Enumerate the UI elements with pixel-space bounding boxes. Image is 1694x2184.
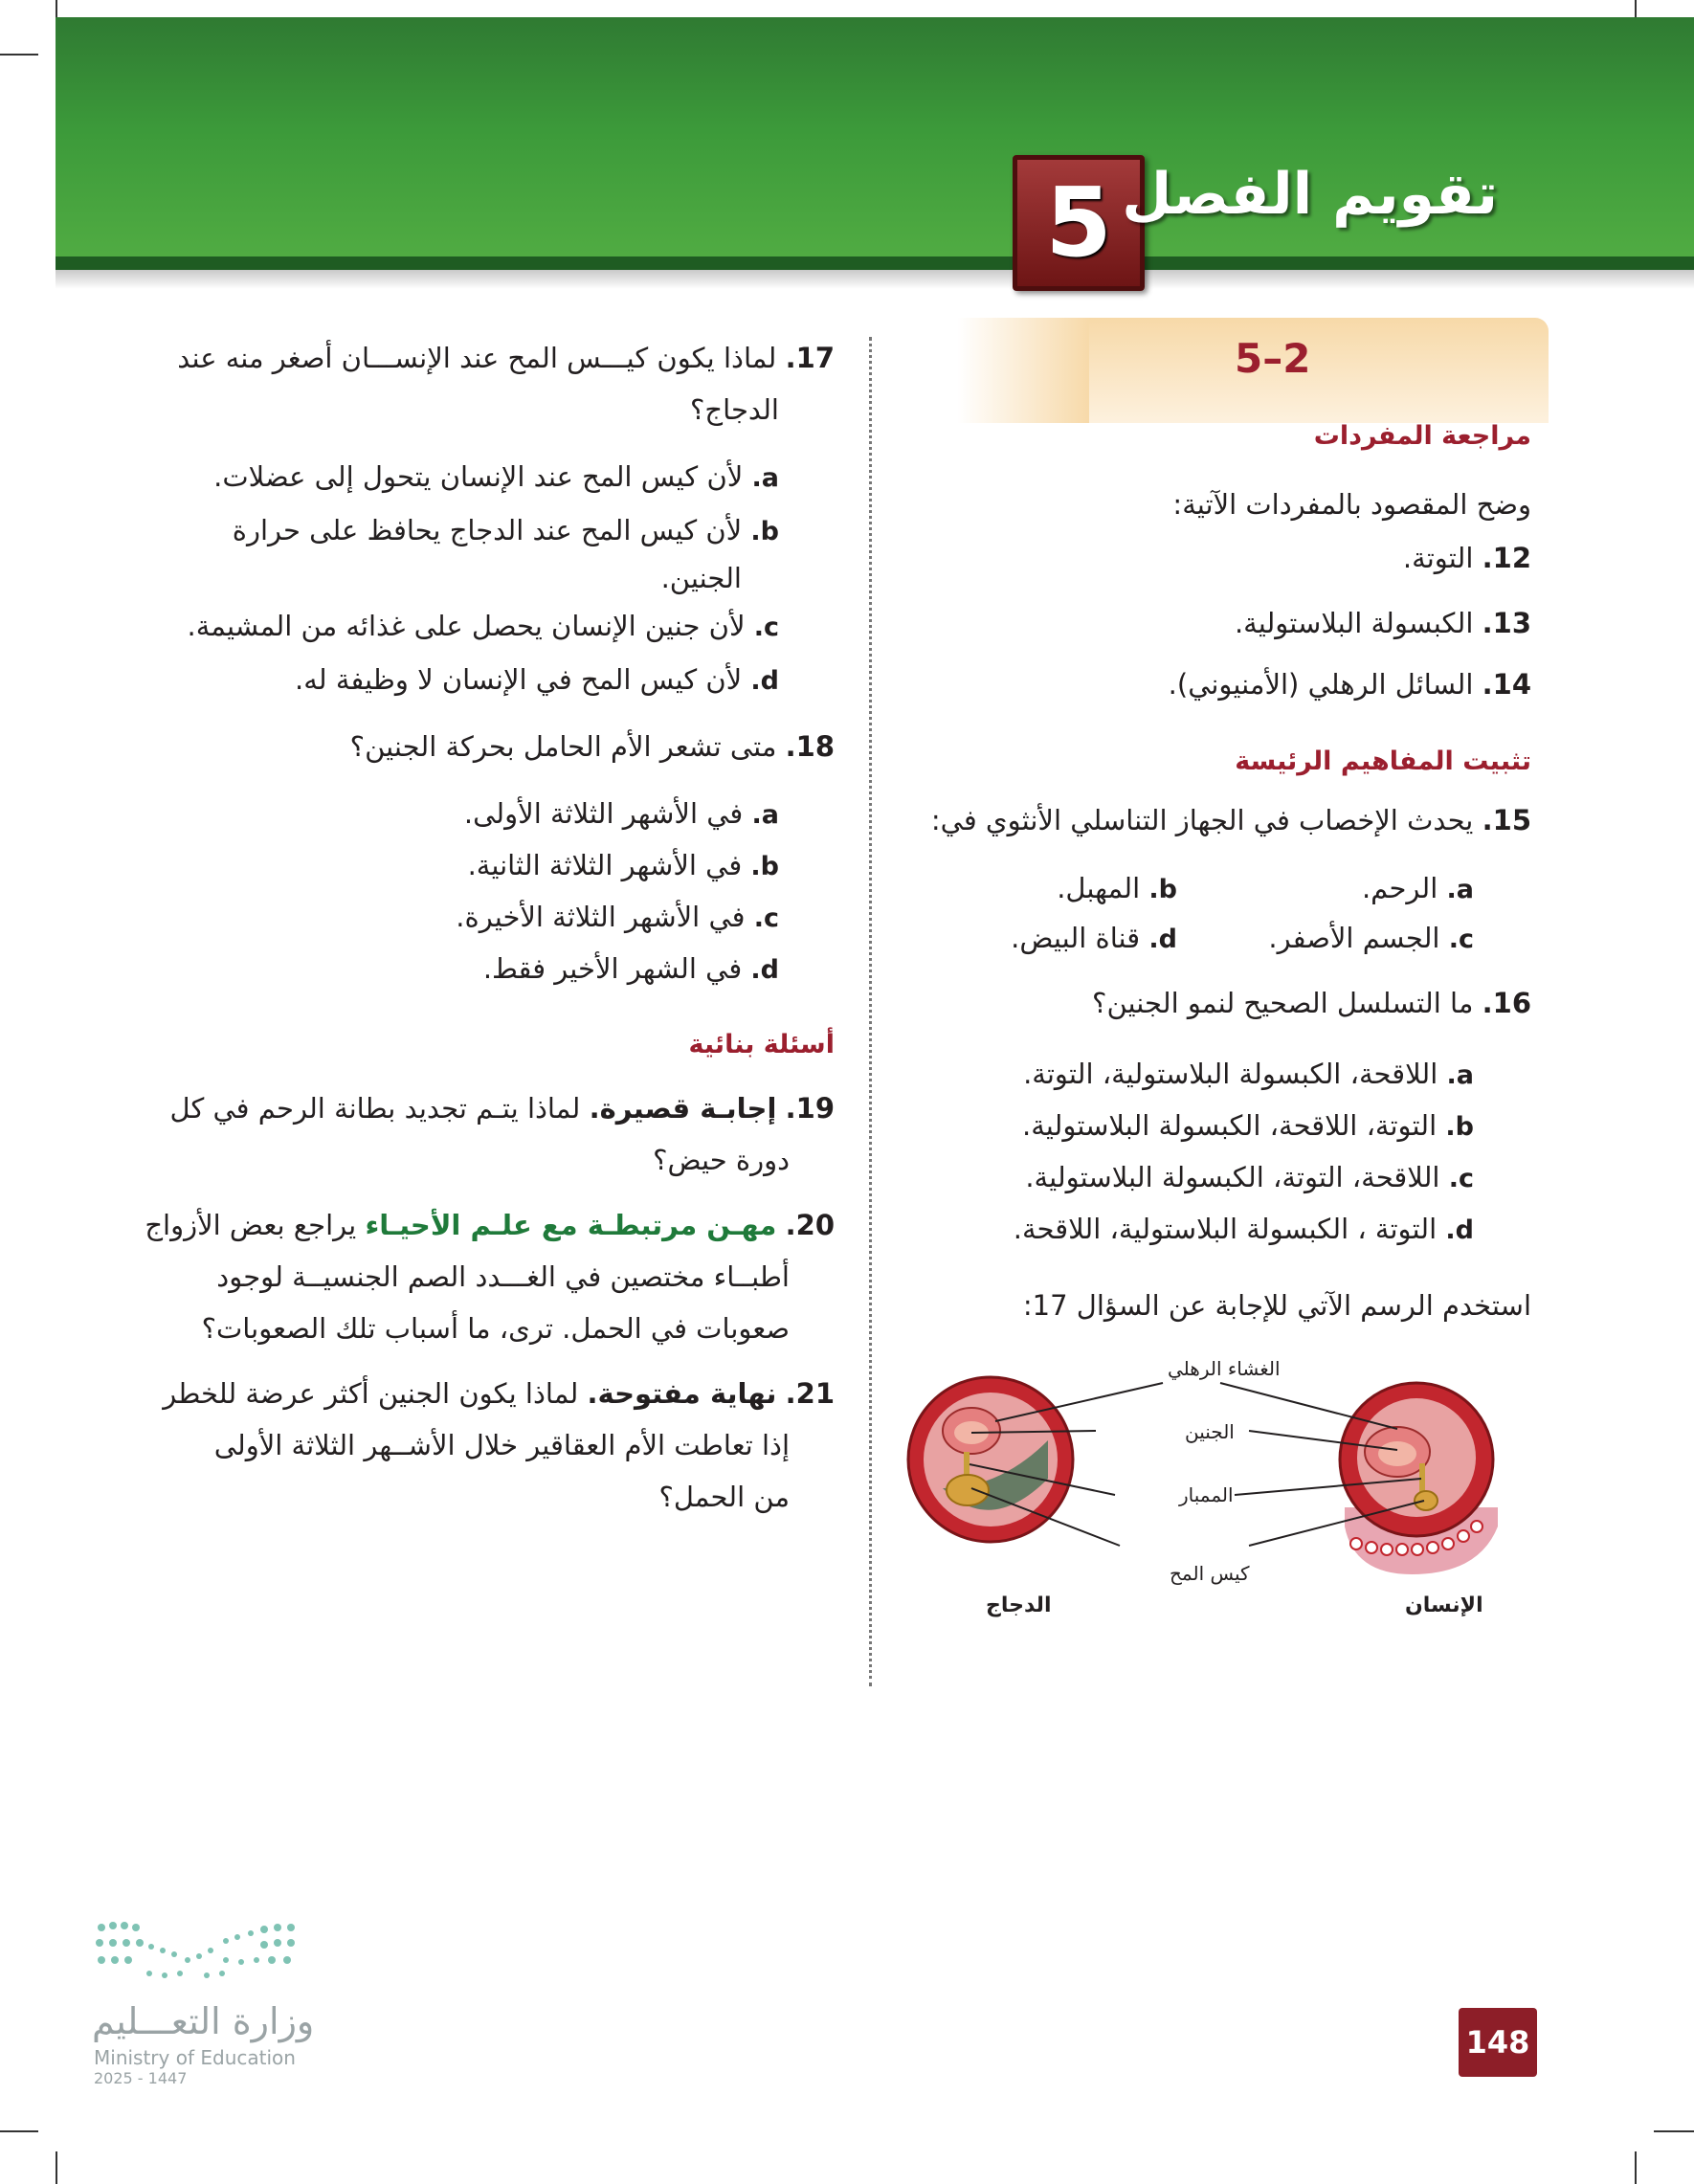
figure-label-yolk-sac: كيس المح (1170, 1562, 1250, 1585)
option-18d (483, 946, 779, 993)
question-label: نهاية مفتوحة. (587, 1377, 777, 1410)
option-text: اللاقحة، التوتة، الكبسولة البلاستولية. (1025, 1161, 1440, 1193)
question-number: 12. (1482, 542, 1531, 574)
question-text: متى تشعر الأم الحامل بحركة الجنين؟ (349, 730, 777, 763)
option-text: التوتة ، الكبسولة البلاستولية، اللاقحة. (1013, 1213, 1438, 1245)
option-letter: c. (753, 613, 779, 642)
option-text: في الأشهر الثلاثة الأولى. (463, 797, 744, 830)
option-letter: a. (751, 463, 779, 493)
figure-label-amnion: الغشاء الرهلي (1168, 1357, 1281, 1380)
option-text: في الشهر الأخير فقط. (482, 952, 743, 985)
option-18a (464, 791, 779, 838)
crop-mark (0, 54, 38, 56)
question-18 (350, 724, 835, 769)
figure-caption-chicken: الدجاج (986, 1593, 1052, 1617)
option-text: التوتة، اللاقحة، الكبسولة البلاستولية. (1022, 1109, 1438, 1142)
option-16c (1025, 1154, 1474, 1202)
option-15a (1362, 865, 1474, 913)
option-letter: a. (751, 800, 779, 830)
figure-intro: استخدم الرسم الآتي للإجابة عن السؤال 17: (1022, 1289, 1531, 1322)
header-stripe (56, 256, 1694, 270)
question-number: 21. (785, 1377, 835, 1410)
question-number: 17. (785, 342, 835, 374)
option-17b-line2: الجنين. (660, 562, 742, 594)
section-tab (1089, 318, 1549, 423)
page-number: 148 (1459, 2008, 1537, 2077)
option-text: لأن كيس المح في الإنسان لا وظيفة له. (295, 663, 743, 696)
option-text: قناة البيض. (1011, 922, 1141, 954)
option-letter: a. (1446, 1060, 1474, 1090)
question-21-line1 (163, 1371, 835, 1416)
crop-mark (56, 2151, 57, 2184)
figure-label-embryo: الجنين (1185, 1420, 1235, 1443)
question-text: يراجع بعض الأزواج (145, 1209, 357, 1241)
option-letter: b. (750, 517, 779, 546)
figure-caption-human: الإنسان (1405, 1593, 1483, 1617)
question-17-line1 (177, 335, 835, 381)
chapter-number: 5 (1045, 167, 1112, 279)
option-letter: d. (1148, 925, 1177, 954)
question-number: 13. (1482, 607, 1531, 639)
option-15d (1011, 915, 1177, 963)
question-21-line2: إذا تعاطت الأم العقاقير خلال الأشــهر الثلاثة الأولى (213, 1429, 790, 1461)
option-letter: a. (1446, 875, 1474, 904)
section-number: 5–2 (1235, 335, 1311, 382)
question-text: السائل الرهلي (الأمنيوني). (1168, 668, 1474, 701)
option-text: في الأشهر الثلاثة الثانية. (467, 849, 743, 881)
option-text: المهبل. (1057, 872, 1141, 904)
option-letter: c. (753, 903, 779, 933)
option-text: في الأشهر الثلاثة الأخيرة. (456, 901, 746, 933)
ministry-name-arabic: وزارة التعـــليم (92, 2000, 315, 2042)
option-16b (1022, 1103, 1474, 1150)
option-letter: d. (750, 955, 779, 985)
option-text: لأن جنين الإنسان يحصل على غذائه من المشيمة. (187, 610, 746, 642)
option-letter: b. (1445, 1112, 1474, 1142)
question-number: 15. (1482, 804, 1531, 836)
question-15 (931, 797, 1531, 843)
question-text: ما التسلسل الصحيح لنمو الجنين؟ (1092, 987, 1474, 1019)
question-13 (1235, 600, 1531, 646)
option-letter: d. (750, 666, 779, 696)
option-text: الجسم الأصفر. (1268, 922, 1440, 954)
column-divider (869, 337, 872, 1686)
header-shadow (56, 270, 1694, 289)
ministry-logo-dots (92, 1918, 302, 1995)
question-12 (1403, 535, 1531, 581)
option-17c (187, 603, 779, 651)
ministry-name-english: Ministry of Education (94, 2046, 296, 2069)
option-17b (233, 507, 779, 555)
option-letter: b. (1148, 875, 1177, 904)
question-label: إجابـة قصيرة. (589, 1092, 777, 1125)
question-number: 19. (785, 1092, 835, 1125)
constructive-heading: أسئلة بنائية (688, 1030, 835, 1059)
option-text: لأن كيس المح عند الإنسان يتحول إلى عضلات. (213, 460, 744, 493)
question-number: 14. (1482, 668, 1531, 701)
crop-mark (1654, 2130, 1694, 2132)
question-text: لماذا يكون كيـــس المح عند الإنســـان أصغر منه عند (177, 342, 777, 374)
option-letter: b. (750, 852, 779, 881)
figure-label-umbilical: الممبار (1179, 1483, 1234, 1506)
vocab-intro: وضح المقصود بالمفردات الآتية: (1172, 488, 1531, 521)
option-letter: c. (1448, 925, 1474, 954)
question-text: لماذا يكون الجنين أكثر عرضة للخطر (163, 1377, 579, 1410)
question-text: التوتة. (1402, 542, 1474, 574)
section-tab-fade (957, 318, 1091, 423)
question-14 (1169, 661, 1531, 707)
crop-mark (0, 2130, 38, 2132)
question-text: الكبسولة البلاستولية. (1234, 607, 1474, 639)
option-17a (213, 454, 779, 501)
option-16d (1014, 1206, 1474, 1254)
option-16a (1023, 1051, 1474, 1099)
header-banner (56, 17, 1694, 268)
question-20-line2: أطبــاء مختصين في الغـــدد الصم الجنسيــة لوجود (216, 1260, 790, 1293)
question-text: لماذا يتـم تجديد بطانة الرحم في كل (169, 1092, 581, 1125)
question-19-line1 (169, 1085, 835, 1131)
question-number: 18. (785, 730, 835, 763)
option-17d (295, 657, 779, 704)
question-number: 16. (1482, 987, 1531, 1019)
option-18b (468, 842, 779, 890)
option-15b (1057, 865, 1177, 913)
concepts-heading: تثبيت المفاهيم الرئيسة (1235, 747, 1531, 776)
page-title: تقويم الفصل (1122, 161, 1498, 228)
question-19-line2: دورة حيض؟ (653, 1144, 790, 1176)
crop-mark (1635, 2151, 1637, 2184)
question-text: يحدث الإخصاب في الجهاز التناسلي الأنثوي في: (930, 804, 1474, 836)
question-16 (1092, 980, 1531, 1026)
question-17-line2: الدجاج؟ (690, 393, 779, 426)
question-20-line1 (145, 1202, 835, 1248)
option-text: اللاقحة، الكبسولة البلاستولية، التوتة. (1023, 1058, 1438, 1090)
ministry-year: 2025 - 1447 (94, 2069, 188, 2087)
vocab-heading: مراجعة المفردات (1313, 421, 1531, 451)
option-15c (1268, 915, 1474, 963)
question-number: 20. (785, 1209, 835, 1241)
question-21-line3: من الحمل؟ (658, 1481, 790, 1513)
option-letter: d. (1445, 1215, 1474, 1245)
question-20-line3: صعوبات في الحمل. ترى، ما أسباب تلك الصعوبات؟ (201, 1312, 790, 1345)
option-text: لأن كيس المح عند الدجاج يحافظ على حرارة (232, 514, 743, 546)
option-text: الرحم. (1361, 872, 1438, 904)
option-letter: c. (1448, 1164, 1474, 1193)
option-18c (456, 894, 779, 942)
question-label: مهـن مرتبطـة مع علـم الأحيـاء (365, 1209, 777, 1241)
